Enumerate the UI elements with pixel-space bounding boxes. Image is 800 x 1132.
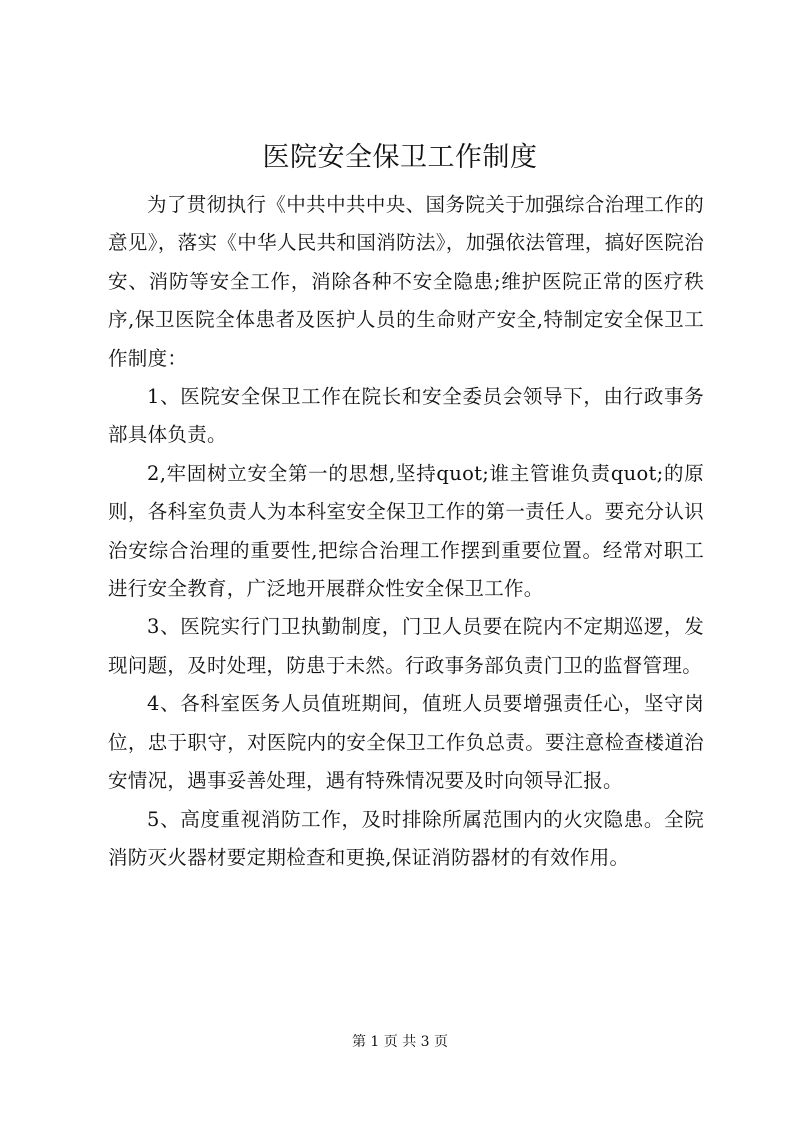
rule-paragraph-4: 4、各科室医务人员值班期间，值班人员要增强责任心，坚守岗位，忠于职守，对医院内的安全保卫工作负总责。要注意检查楼道治安情况，遇事妥善处理，遇有特殊情况要及时向领导汇报。 <box>108 692 704 793</box>
document-title: 医院安全保卫工作制度 <box>262 142 538 173</box>
rule-paragraph-5: 5、高度重视消防工作，及时排除所属范围内的火灾隐患。全院消防灭火器材要定期检查和更换,保证消防器材的有效作用。 <box>108 807 704 869</box>
page-footer: 第 1 页 共 3 页 <box>351 1034 449 1050</box>
rule-paragraph-1: 1、医院安全保卫工作在院长和安全委员会领导下，由行政事务部具体负责。 <box>108 385 704 447</box>
rule-paragraph-3: 3、医院实行门卫执勤制度，门卫人员要在院内不定期巡逻，发现问题，及时处理，防患于未然。行政事务部负责门卫的监督管理。 <box>108 615 704 677</box>
document-body <box>108 186 704 877</box>
intro-paragraph: 为了贯彻执行《中共中共中央、国务院关于加强综合治理工作的意见》，落实《中华人民共和国消防法》，加强依法管理，搞好医院治安、消防等安全工作，消除各种不安全隐患;维护医院正常的医疗秩序,保卫医院全体患者及医护人员的生命财产安全,特制定安全保卫工作制度： <box>108 193 704 370</box>
rule-paragraph-2: 2,牢固树立安全第一的思想,坚持quot;谁主管谁负责quot;的原则，各科室负责人为本科室安全保卫工作的第一责任人。要充分认识治安综合治理的重要性,把综合治理工作摆到重要位置。经常对职工进行安全教育，广泛地开展群众性安全保卫工作。 <box>108 461 704 601</box>
